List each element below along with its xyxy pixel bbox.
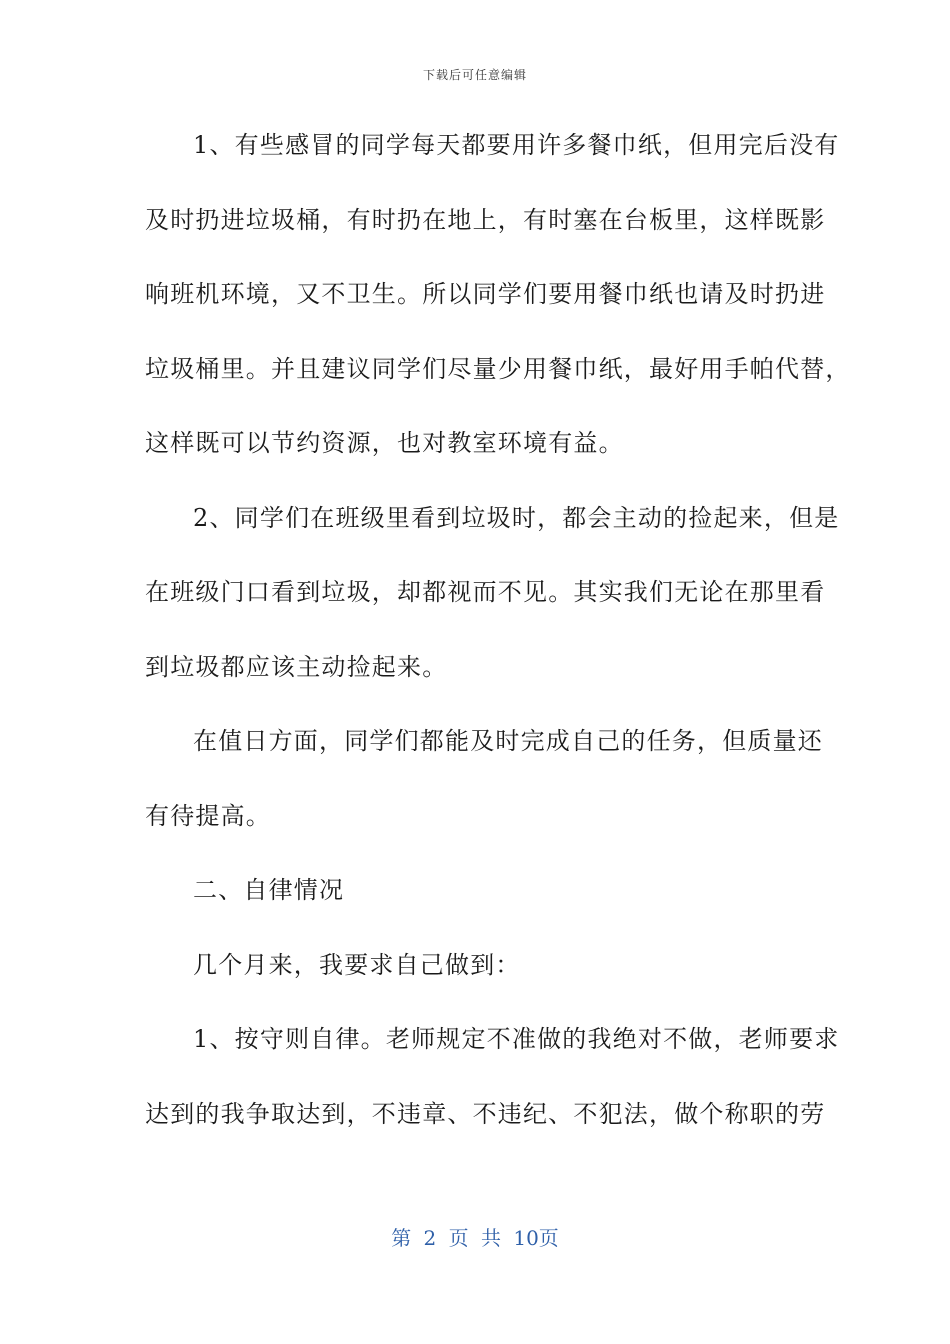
document-body — [145, 108, 851, 1151]
paragraph-line: 几个月来，我要求自己做到： — [193, 950, 521, 979]
paragraph-line: 达到的我争取达到，不违章、不违纪、不犯法，做个称职的劳 — [145, 1099, 826, 1128]
paragraph-line: 在值日方面，同学们都能及时完成自己的任务，但质量还 — [193, 727, 823, 755]
page-number-footer: 第 2 页 共 10页 — [391, 1226, 559, 1250]
paragraph-line: 到垃圾都应该主动捡起来。 — [145, 652, 448, 681]
page-header: 下载后可任意编辑 — [422, 68, 527, 82]
paragraph-line: 有待提高。 — [145, 801, 271, 830]
section-heading: 二、自律情况 — [193, 876, 345, 904]
paragraph-line: 1、按守则自律。老师规定不准做的我绝对不做，老师要求 — [193, 1025, 840, 1053]
paragraph-line: 垃圾桶里。并且建议同学们尽量少用餐巾纸，最好用手帕代替， — [145, 354, 851, 383]
paragraph-line: 1、有些感冒的同学每天都要用许多餐巾纸，但用完后没有 — [193, 131, 840, 159]
paragraph-line: 在班级门口看到垃圾，却都视而不见。其实我们无论在那里看 — [145, 578, 826, 606]
paragraph-line: 2、同学们在班级里看到垃圾时，都会主动的捡起来，但是 — [193, 503, 840, 532]
paragraph-line: 响班机环境，又不卫生。所以同学们要用餐巾纸也请及时扔进 — [145, 280, 826, 308]
paragraph-line: 及时扔进垃圾桶，有时扔在地上，有时塞在台板里，这样既影 — [145, 205, 826, 234]
paragraph-line: 这样既可以节约资源，也对教室环境有益。 — [145, 429, 624, 457]
